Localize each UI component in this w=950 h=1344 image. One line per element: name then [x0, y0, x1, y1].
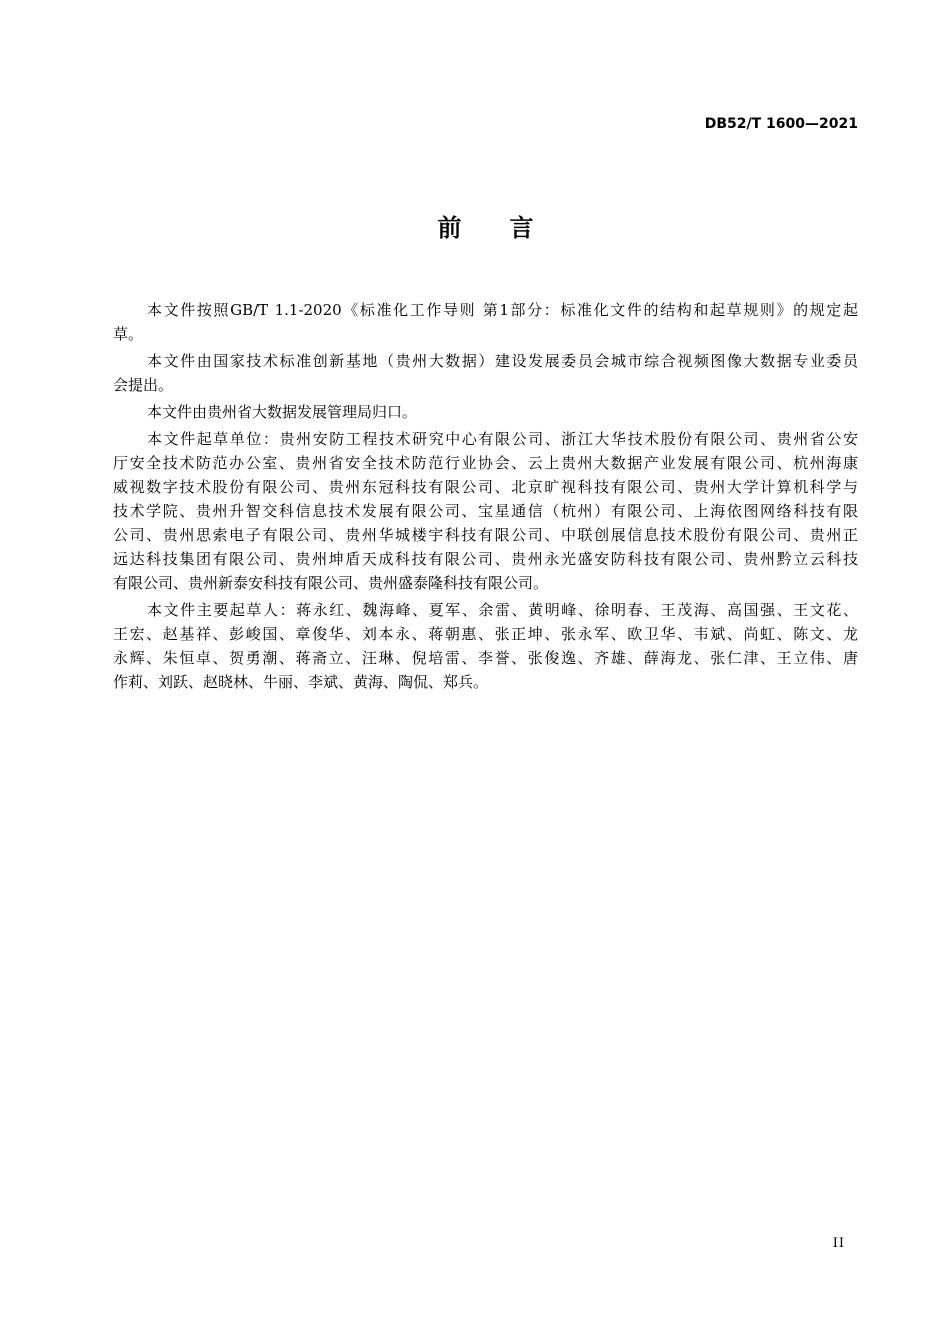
paragraph-line: 本文件由贵州省大数据发展管理局归口。	[147, 403, 418, 421]
paragraph-administration	[113, 400, 858, 424]
paragraph-line: 有限公司、贵州新泰安科技有限公司、贵州盛泰隆科技有限公司。	[113, 574, 549, 592]
paragraph-line: 永辉、朱恒卓、贺勇潮、蒋斋立、汪琳、倪培雷、李誉、张俊逸、齐雄、薛海龙、张仁津、王立伟、唐	[113, 649, 858, 667]
paragraph-proposer	[113, 349, 858, 397]
page-number: II	[832, 1236, 845, 1251]
paragraph-line: 本文件起草单位：贵州安防工程技术研究中心有限公司、浙江大华技术股份有限公司、贵州省公安	[147, 430, 858, 448]
paragraph-drafting-basis	[113, 298, 858, 346]
paragraph-line: 公司、贵州思索电子有限公司、贵州华城楼宇科技有限公司、中联创展信息技术股份有限公司、贵州正	[113, 526, 858, 544]
paragraph-line: 本文件由国家技术标准创新基地（贵州大数据）建设发展委员会城市综合视频图像大数据专业委员	[147, 352, 858, 370]
paragraph-line: 作莉、刘跃、赵晓林、牛丽、李斌、黄海、陶侃、郑兵。	[113, 673, 489, 691]
paragraph-line: 技术学院、贵州升智交科信息技术发展有限公司、宝星通信（杭州）有限公司、上海依图网络科技有限	[113, 502, 858, 520]
document-code: DB52/T 1600—2021	[704, 116, 858, 132]
paragraph-line: 王宏、赵基祥、彭峻国、章俊华、刘本永、蒋朝惠、张正坤、张永军、欧卫华、韦斌、尚虹、陈文、龙	[113, 625, 858, 643]
paragraph-line: 本文件按照GB/T 1.1-2020《标准化工作导则 第1部分：标准化文件的结构和起草规则》的规定起	[147, 301, 858, 319]
paragraph-line: 会提出。	[113, 376, 174, 394]
paragraph-main-drafters	[113, 598, 858, 694]
paragraph-line: 威视数字技术股份有限公司、贵州东冠科技有限公司、北京旷视科技有限公司、贵州大学计算机科学与	[113, 478, 858, 496]
paragraph-line: 本文件主要起草人：蒋永红、魏海峰、夏军、余雷、黄明峰、徐明春、王茂海、高国强、王文花、	[147, 601, 858, 619]
paragraph-drafting-units	[113, 427, 858, 595]
paragraph-line: 远达科技集团有限公司、贵州坤盾天成科技有限公司、贵州永光盛安防科技有限公司、贵州黔立云科技	[113, 550, 858, 568]
foreword-body	[113, 298, 858, 694]
foreword-title: 前 言	[437, 214, 534, 242]
paragraph-line: 草。	[113, 325, 144, 343]
paragraph-line: 厅安全技术防范办公室、贵州省安全技术防范行业协会、云上贵州大数据产业发展有限公司、杭州海康	[113, 454, 858, 472]
